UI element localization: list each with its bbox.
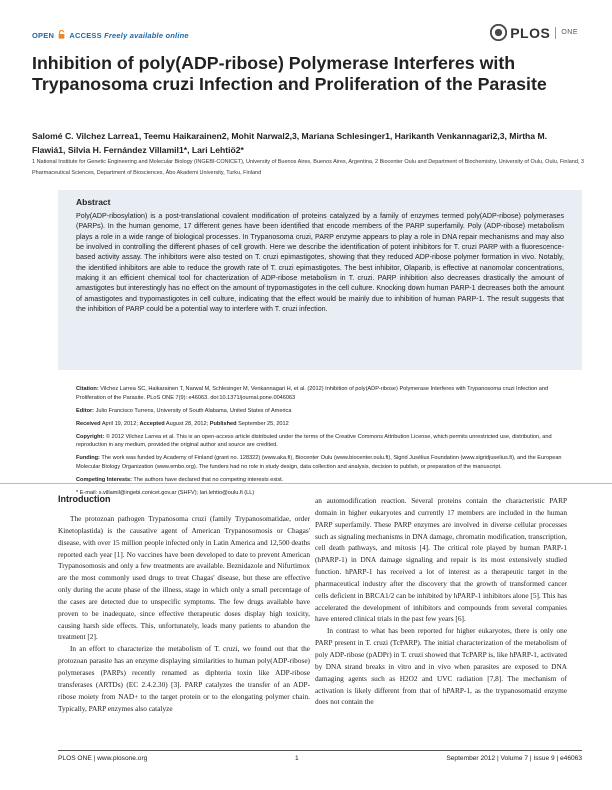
intro-paragraph-4: In contrast to what has been reported for higher eukaryotes, there is only one PARP present in T. cruzi (TcPARP). The initial characterization of the metabolism of poly ADP-ribose (pADPr) in T. cruzi showed that TcPARP is, like hPARP-1, activated by DNA strand breaks in vitro and in vivo when parasites are exposed to DNA damaging agents such as H2O2 and UVC radiation [7,8]. The mechanism of activation is likely different from that of hPARP-1, as the trypanosomatid enzyme does not contain the <box>315 626 567 707</box>
article-metadata <box>76 385 576 502</box>
citation-label: Citation: <box>76 386 99 392</box>
body-column-right <box>315 495 567 708</box>
funding-label: Funding: <box>76 455 100 462</box>
intro-paragraph-2: In an effort to characterize the metabolism of T. cruzi, we found out that the protozoan parasite has an enzyme displaying similarities to human poly(ADP-ribose) polymerases (PARPs) recently renamed as diphteria toxin like ADP-ribose transferases (ARTDs) (EC 2.4.2.30) [3]. PARP catalyzes the transfer of an ADP-ribose moiety from NAD+ to the target protein or to the elongating polymer chain. Typically, PARP enzymes also catalyze <box>58 644 310 713</box>
published-date: September 25, 2012 <box>238 420 289 427</box>
plos-one-logo <box>490 24 578 41</box>
open-label: OPEN <box>32 31 55 40</box>
affiliations: 1 National Institute for Genetic Engineering and Molecular Biology (INGEBI-CONICET), University of Buenos Aires, Buenos Aires, Argentina, 2 Biocenter Oulu and Department of Biochemistry, University of Oulu, Oulu, Finland, 3 Pharmaceutical Sciences, Department of Biosciences, Åbo Akademi University, Turku, Finland <box>32 159 584 176</box>
logo-word: PLOS <box>510 24 551 41</box>
citation-text: Vilchez Larrea SC, Haikarainen T, Narwal M, Schlesinger M, Venkannagari H, et al. (2012) Inhibition of poly(ADP-ribose) Polymerase Interferes with Trypanosoma cruzi Infection and Proliferation of the Parasite. PLoS ONE 7(9): e46063. doi:10.1371/journal.pone.0046063 <box>76 386 549 401</box>
dates-row <box>76 420 576 429</box>
published-label: Published <box>209 420 237 427</box>
access-label: ACCESS <box>69 31 102 40</box>
freely-available-label: Freely available online <box>104 31 189 40</box>
citation-row <box>76 385 576 402</box>
page-footer <box>58 755 582 762</box>
logo-separator <box>555 27 556 39</box>
editor-label: Editor: <box>76 407 95 414</box>
received-date: April 19, 2012; <box>101 420 138 427</box>
plos-logo-icon <box>490 24 507 41</box>
copyright-text: © 2012 Vilchez Larrea et al. This is an open-access article distributed under the terms of the Creative Commons Attribution License, which permits unrestricted use, distribution, and reproduction in any medium, provided the original author and source are credited. <box>76 433 552 449</box>
body-column-left <box>58 513 310 714</box>
intro-paragraph-1: The protozoan pathogen Trypanosoma cruzi (family Trypanosomatidae, order Kinetoplastida) is the causative agent of American Trypanosomosis or Chagas' disease, with over 15 million people infected only in Latin America and 12,500 deaths reported each year [1]. No vaccines have been developed to date to prevent American Trypanosomosis and only a few treatments are available. Beznidazole and Nifurtimox are the most commonly used drugs to treat Chagas' disease, but these are effective only during the acute phase of the illness, stage in which only a small percentage of the cases are detected due to unspecific symptoms. The few drugs available have proven to be inadequate, since effective therapeutic doses display high toxicity, causing harsh side effects. This, unfortunately, leads many patients to abandon the treatment [2]. <box>58 514 310 642</box>
article-title: Inhibition of poly(ADP-ribose) Polymerase Interferes with Trypanosoma cruzi Infection and Proliferation of the Parasite <box>32 53 547 94</box>
abstract-text: Poly(ADP-ribosylation) is a post-translational covalent modification of proteins catalyzed by a family of enzymes termed poly(ADP-ribose) polymerases (PARPs). In the human genome, 17 different genes have been identified that encode members of the PARP superfamily. Poly (ADP-ribose) metabolism plays a role in a wide range of biological processes. In Trypanosoma cruzi, PARP enzyme appears to play a role in DNA repair mechanisms and may also be involved in controlling the different phases of cell growth. Here we describe the identification of potent inhibitors for T. cruzi PARP with a fluorescence-based activity assay. The inhibitors were also tested on T. cruzi epimastigotes, showing that they reduced ADP-ribose polymer formation in vivo. Notably, the identified inhibitors are able to reduce the growth rate of T. cruzi epimastigotes. The best inhibitor, Olaparib, is effective at nanomolar concentrations, making it an efficient chemical tool for chacterization of ADP-ribose metabolism in T. cruzi. PARP inhibition also decreases drastically the amount of amastigotes but interestingly has no effect on the amount of trypomastigotes in the cell culture. Knocking down human PARP-1 decreases both the amount of amastigotes and trypomastigotes in cell culture, indicating that the effect would be mainly due to inhibition of human PARP-1. The result suggests that the inhibition of PARP could be a potential way to interfere with T. cruzi infection. <box>76 212 564 314</box>
accepted-label: Accepted <box>139 420 165 427</box>
competing-label: Competing Interests: <box>76 476 132 483</box>
copyright-label: Copyright: <box>76 433 105 440</box>
logo-suffix: ONE <box>561 29 578 36</box>
funding-row <box>76 454 576 471</box>
open-access-badge <box>32 30 189 40</box>
footer-page-number: 1 <box>295 755 299 762</box>
author-list: Salomé C. Vilchez Larrea1, Teemu Haikarainen2, Mohit Narwal2,3, Mariana Schlesinger1, Harikanth Venkannagari2,3, Mirtha M. Flawiá1, Silvia H. Fernández Villamil1*, Lari Lehtiö2* <box>32 131 548 155</box>
copyright-row <box>76 433 576 450</box>
accepted-date: August 28, 2012; <box>165 420 209 427</box>
open-lock-icon <box>58 30 65 39</box>
footer-journal: PLOS ONE | www.plosone.org <box>58 755 148 762</box>
editor-row <box>76 407 576 416</box>
email-row[interactable]: * E-mail: s.villamil@ingebi.conicet.gov.ar (SHFV); lari.lehtio@oulu.fi (LL) <box>76 489 255 496</box>
funding-text: The work was funded by Academy of Finland (grant no. 128322) (www.aka.fi), Biocenter Oulu (www.biocenter.oulu.fi), Sigrid Jusélius Foundation (www.sigridjuselius.fi), and the European Molecular Biology Organization (www.embo.org). The funders had no role in study design, data collection and analysis, decision to publish, or preparation of the manuscript. <box>76 455 562 470</box>
competing-text: The authors have declared that no competing interests exist. <box>133 476 284 483</box>
footer-issue: September 2012 | Volume 7 | Issue 9 | e46063 <box>446 755 582 762</box>
introduction-heading: Introduction <box>58 494 111 504</box>
editor-text: Julio Francisco Turrens, University of South Alabama, United States of America <box>95 407 292 414</box>
abstract-heading: Abstract <box>76 197 111 207</box>
intro-paragraph-3: an automodification reaction. Several proteins contain the characteristic PARP domain in higher eukaryotes and currently 17 members are included in the human PARP superfamily. These PARP enzymes are involved in diverse cellular processes such as signaling mechanisms in DNA damage, chromatin modification, transcription, cell death pathways, and mitosis [4]. The critical role played by human PARP-1 (hPARP-1) in DNA damage signaling and repair is its most extensively studied function. hPARP-1 has received a lot of interest as a therapeutic target in the pharmaceutical industry after the discovery that the growth of transformed cancer cells deficient in BRCA1/2 can be inhibited by hPARP-1 inhibitors alone [5]. This has accelerated the development of inhibitors and compounds from several companies have entered clinical trials in the past few years [6]. <box>315 496 567 624</box>
received-label: Received <box>76 420 101 427</box>
metadata-divider <box>0 483 612 484</box>
abstract-box <box>58 190 582 370</box>
footer-divider <box>58 750 582 751</box>
